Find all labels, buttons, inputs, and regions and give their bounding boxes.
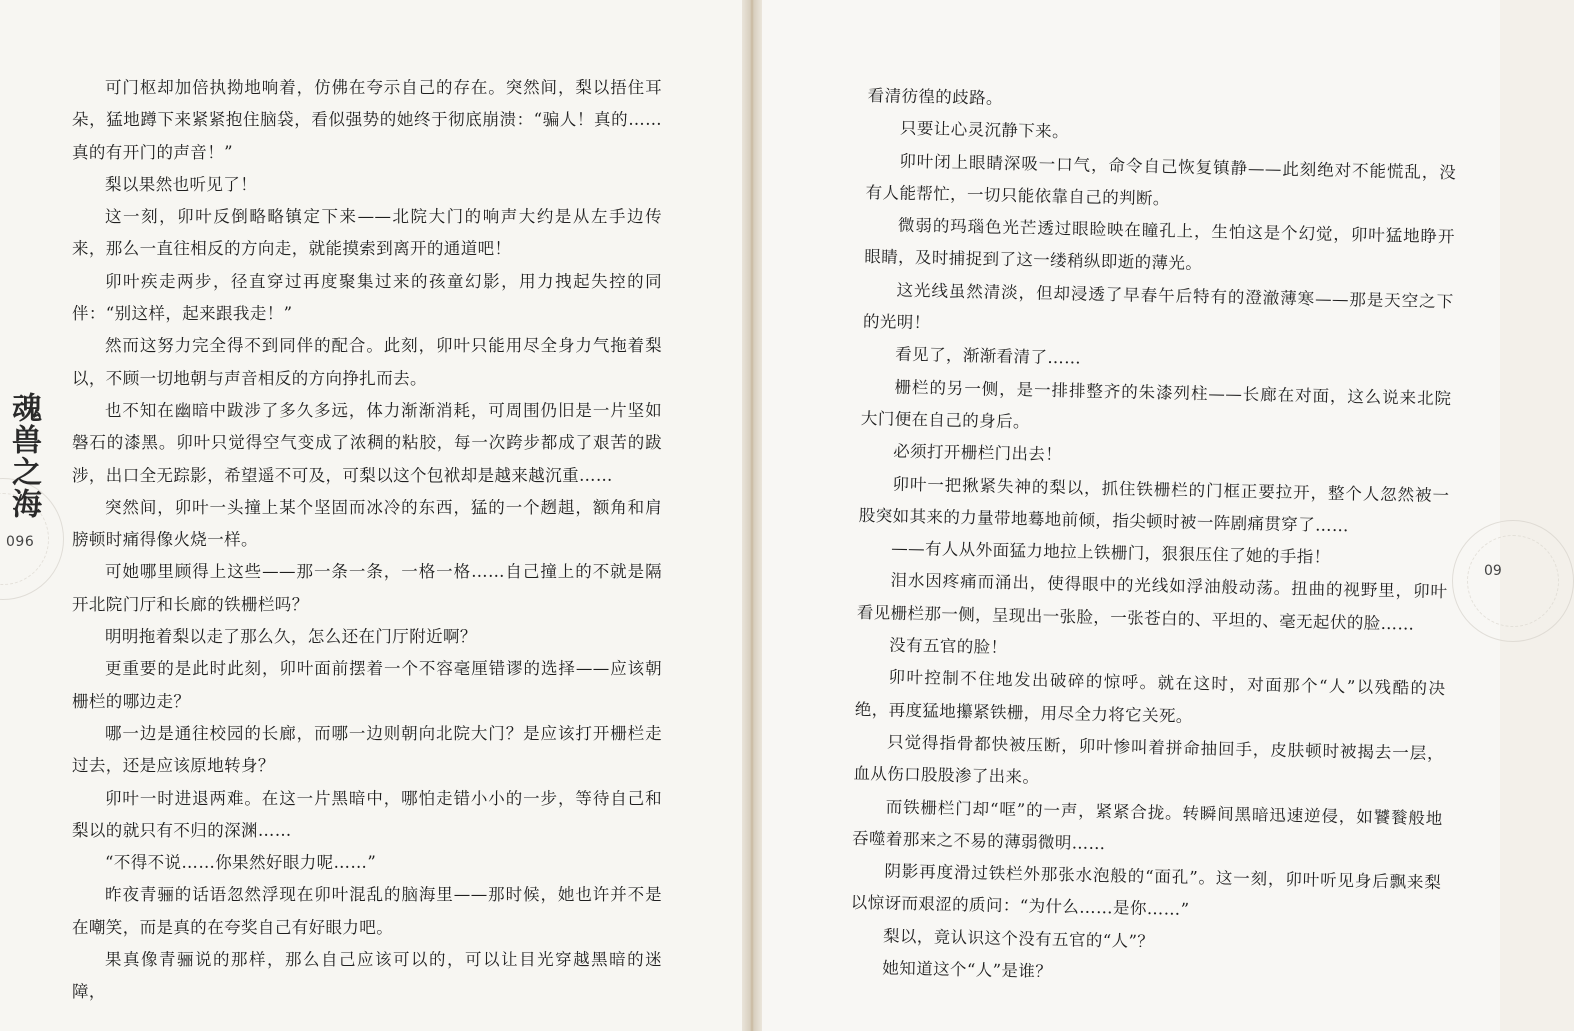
book-gutter xyxy=(742,0,762,1031)
paragraph: 栅栏的另一侧，是一排排整齐的朱漆列柱——长廊在对面，这么说来北院大门便在自己的身后。 xyxy=(860,377,1452,432)
left-page xyxy=(0,0,742,1031)
paragraph: 阴影再度滑过铁栏外那张水泡般的“面孔”。这一刻，卯叶听见身后飘来梨以惊讶而艰涩的质问：“为什么……是你……” xyxy=(850,861,1442,920)
paragraph: 明明拖着梨以走了那么久，怎么还在门厅附近啊？ xyxy=(105,627,477,647)
paragraph: 卯叶一把揪紧失神的梨以，抓住铁栅栏的门框正要拉开，整个人忽然被一股突如其来的力量带地蓦地前倾，指尖顿时被一阵剧痛贯穿了…… xyxy=(858,474,1450,536)
paragraph: 她知道这个“人”是谁？ xyxy=(882,958,1053,982)
paragraph: 果真像青骊说的那样，那么自己应该可以的，可以让目光穿越黑暗的迷障， xyxy=(72,950,662,1002)
paragraph: 突然间，卯叶一头撞上某个坚固而冰冷的东西，猛的一个趔趄，额角和肩膀顿时痛得像火烧一样。 xyxy=(72,497,662,550)
paragraph: 微弱的玛瑙色光芒透过眼睑映在瞳孔上，生怕这是个幻觉，卯叶猛地睁开眼睛，及时捕捉到了这一缕稍纵即逝的薄光。 xyxy=(864,215,1456,274)
paragraph: 这一刻，卯叶反倒略略镇定下来——北院大门的响声大约是从左手边传来，那么一直往相反的方向走，就能摸索到离开的通道吧！ xyxy=(72,207,662,259)
paragraph: 卯叶疾走两步，径直穿过再度聚集过来的孩童幻影，用力拽起失控的同伴：“别这样，起来跟我走！” xyxy=(72,271,662,324)
paragraph: 看见了，渐渐看清了…… xyxy=(895,345,1082,368)
paragraph: ——有人从外面猛力地拉上铁栅门，狠狠压住了她的手指！ xyxy=(890,538,1331,567)
page-number-right: 09 xyxy=(1484,563,1502,579)
paragraph: 没有五官的脸！ xyxy=(888,635,1008,658)
paragraph: 可门枢却加倍执拗地响着，仿佛在夸示自己的存在。突然间，梨以捂住耳朵，猛地蹲下来紧紧抱住脑袋，看似强势的她终于彻底崩溃：“骗人！真的……真的有开门的声音！” xyxy=(72,78,662,162)
page-number-left: 096 xyxy=(6,534,35,550)
paragraph: 也不知在幽暗中跋涉了多久多远，体力渐渐消耗，可周围仍旧是一片坚如磐石的漆黑。卯叶只觉得空气变成了浓稠的粘胶，每一次跨步都成了艰苦的跋涉，出口全无踪影，希望遥不可及，可梨以这个包袱却是越来越沉重…… xyxy=(72,400,662,485)
paragraph: 这光线虽然清淡，但却浸透了早春午后特有的澄澈薄寒——那是天空之下的光明！ xyxy=(862,280,1454,333)
paragraph: 卯叶闭上眼睛深吸一口气，命令自己恢复镇静——此刻绝对不能慌乱，没有人能帮忙，一切只能依靠自己的判断。 xyxy=(865,151,1457,209)
paragraph: 可她哪里顾得上这些——那一条一条，一格一格……自己撞上的不就是隔开北院门厅和长廊的铁栅栏吗？ xyxy=(72,562,662,614)
paragraph: 卯叶一时进退两难。在这一片黑暗中，哪怕走错小小的一步，等待自己和梨以的就只有不归的深渊…… xyxy=(72,788,662,840)
paragraph: 泪水因疼痛而涌出，使得眼中的光线如浮油般动荡。扭曲的视野里，卯叶看见栅栏那一侧，呈现出一张脸，一张苍白的、平坦的、毫无起伏的脸…… xyxy=(856,571,1448,634)
paragraph: 哪一边是通往校园的长廊，而哪一边则朝向北院大门？是应该打开栅栏走过去，还是应该原地转身？ xyxy=(72,723,662,776)
paragraph: 昨夜青骊的话语忽然浮现在卯叶混乱的脑海里——那时候，她也许并不是在嘲笑，而是真的在夸奖自己有好眼力吧。 xyxy=(72,885,662,937)
paragraph: 然而这努力完全得不到同伴的配合。此刻，卯叶只能用尽全身力气拖着梨以，不顾一切地朝与声音相反的方向挣扎而去。 xyxy=(72,336,662,388)
paragraph: 必须打开栅栏门出去！ xyxy=(893,441,1063,465)
page-ornament-icon xyxy=(1452,520,1574,642)
left-page-text xyxy=(72,72,662,1009)
paragraph: 梨以果然也听见了！ xyxy=(105,174,258,194)
paragraph: 卯叶控制不住地发出破碎的惊呼。就在这时，对面那个“人”以残酷的决绝，再度猛地攥紧铁栅，用尽全力将它关死。 xyxy=(854,667,1446,726)
paragraph: 而铁栅栏门却“哐”的一声，紧紧合拢。转瞬间黑暗迅速逆侵，如饕餮般地吞噬着那来之不易的薄弱微明…… xyxy=(851,797,1443,853)
paragraph: 只要让心灵沉静下来。 xyxy=(899,118,1070,142)
paragraph: 看清彷徨的歧路。 xyxy=(867,85,1004,108)
paragraph: 梨以，竟认识这个没有五官的“人”？ xyxy=(882,926,1155,951)
right-page xyxy=(762,0,1500,1031)
paragraph: 更重要的是此时此刻，卯叶面前摆着一个不容毫厘错谬的选择——应该朝栅栏的哪边走？ xyxy=(72,659,662,711)
right-page-text xyxy=(849,80,1458,996)
paragraph: “不得不说……你果然好眼力呢……” xyxy=(105,853,377,873)
paragraph: 只觉得指骨都快被压断，卯叶惨叫着拼命抽回手，皮肤顿时被揭去一层，血从伤口股股渗了出来。 xyxy=(853,732,1445,787)
running-title: 魂兽之海 xyxy=(6,392,41,520)
